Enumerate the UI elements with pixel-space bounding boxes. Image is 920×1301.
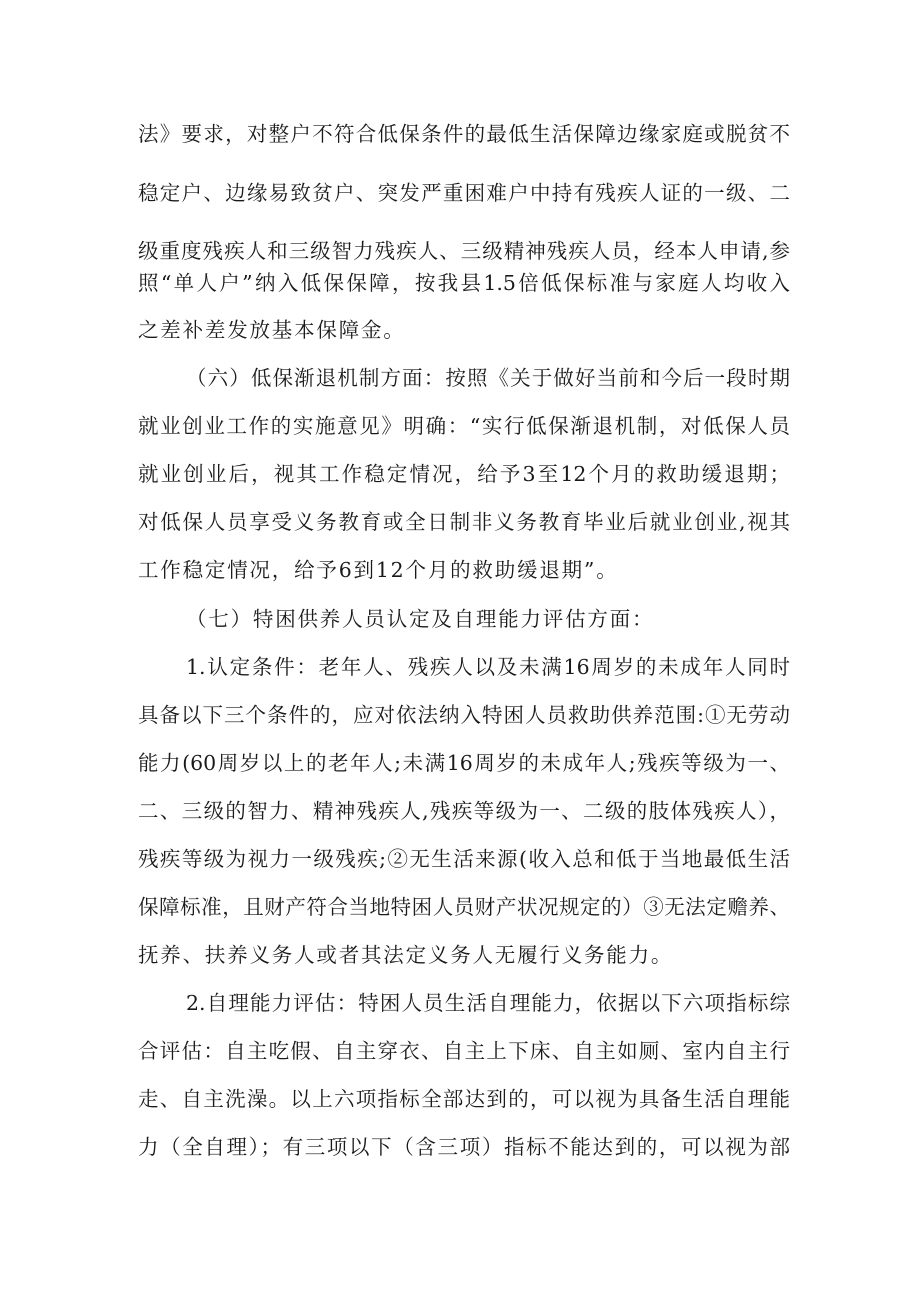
paragraph-heading: 1.认定条件：老年人、残疾人以及未满16周岁的未成年人同时 bbox=[186, 655, 790, 679]
text-line: 就业创业后，视其工作稳定情况，给予3至12个月的救助缓退期； bbox=[138, 462, 790, 486]
text-line: 工作稳定情况，给予6到12个月的救助缓退期”。 bbox=[138, 558, 619, 582]
paragraph-heading: 2.自理能力评估：特困人员生活自理能力，依据以下六项指标综 bbox=[186, 991, 790, 1015]
text-line: 合评估：自主吃假、自主穿衣、自主上下床、自主如厕、室内自主行 bbox=[138, 1039, 790, 1063]
text-line: 二、三级的智力、精神残疾人,残疾等级为一、二级的肢体残疾人）， bbox=[138, 799, 790, 823]
text-line: 能力(60周岁以上的老年人;未满16周岁的未成年人;残疾等级为一、 bbox=[138, 751, 790, 775]
text-line: 级重度残疾人和三级智力残疾人、三级精神残疾人员，经本人申请,参 bbox=[138, 239, 790, 263]
text-line: 之差补差发放基本保障金。 bbox=[138, 318, 406, 342]
text-line: 保障标准，且财产符合当地特困人员财产状况规定的）③无法定赡养、 bbox=[138, 895, 790, 919]
text-line: 就业创业工作的实施意见》明确：“实行低保渐退机制，对低保人员 bbox=[138, 414, 790, 438]
text-line: 残疾等级为视力一级残疾;②无生活来源(收入总和低于当地最低生活 bbox=[138, 847, 790, 871]
text-line: 稳定户、边缘易致贫户、突发严重困难户中持有残疾人证的一级、二 bbox=[138, 181, 790, 205]
text-line: 走、自主洗澡。以上六项指标全部达到的，可以视为具备生活自理能 bbox=[138, 1087, 790, 1111]
text-line: 法》要求，对整户不符合低保条件的最低生活保障边缘家庭或脱贫不 bbox=[138, 122, 790, 146]
text-line: 具备以下三个条件的，应对依法纳入特困人员救助供养范围:①无劳动 bbox=[138, 703, 790, 727]
text-line: 抚养、扶养义务人或者其法定义务人无履行义务能力。 bbox=[138, 943, 674, 967]
text-line: 力（全自理）；有三项以下（含三项）指标不能达到的，可以视为部 bbox=[138, 1135, 790, 1159]
text-line: 对低保人员享受义务教育或全日制非义务教育毕业后就业创业,视其 bbox=[138, 510, 790, 534]
paragraph-heading: （六）低保渐退机制方面：按照《关于做好当前和今后一段时期 bbox=[186, 366, 790, 390]
section-heading: （七）特困供养人员认定及自理能力评估方面： bbox=[186, 607, 655, 631]
text-line: 照“单人户”纳入低保保障，按我县1.5倍低保标准与家庭人均收入 bbox=[138, 271, 790, 295]
